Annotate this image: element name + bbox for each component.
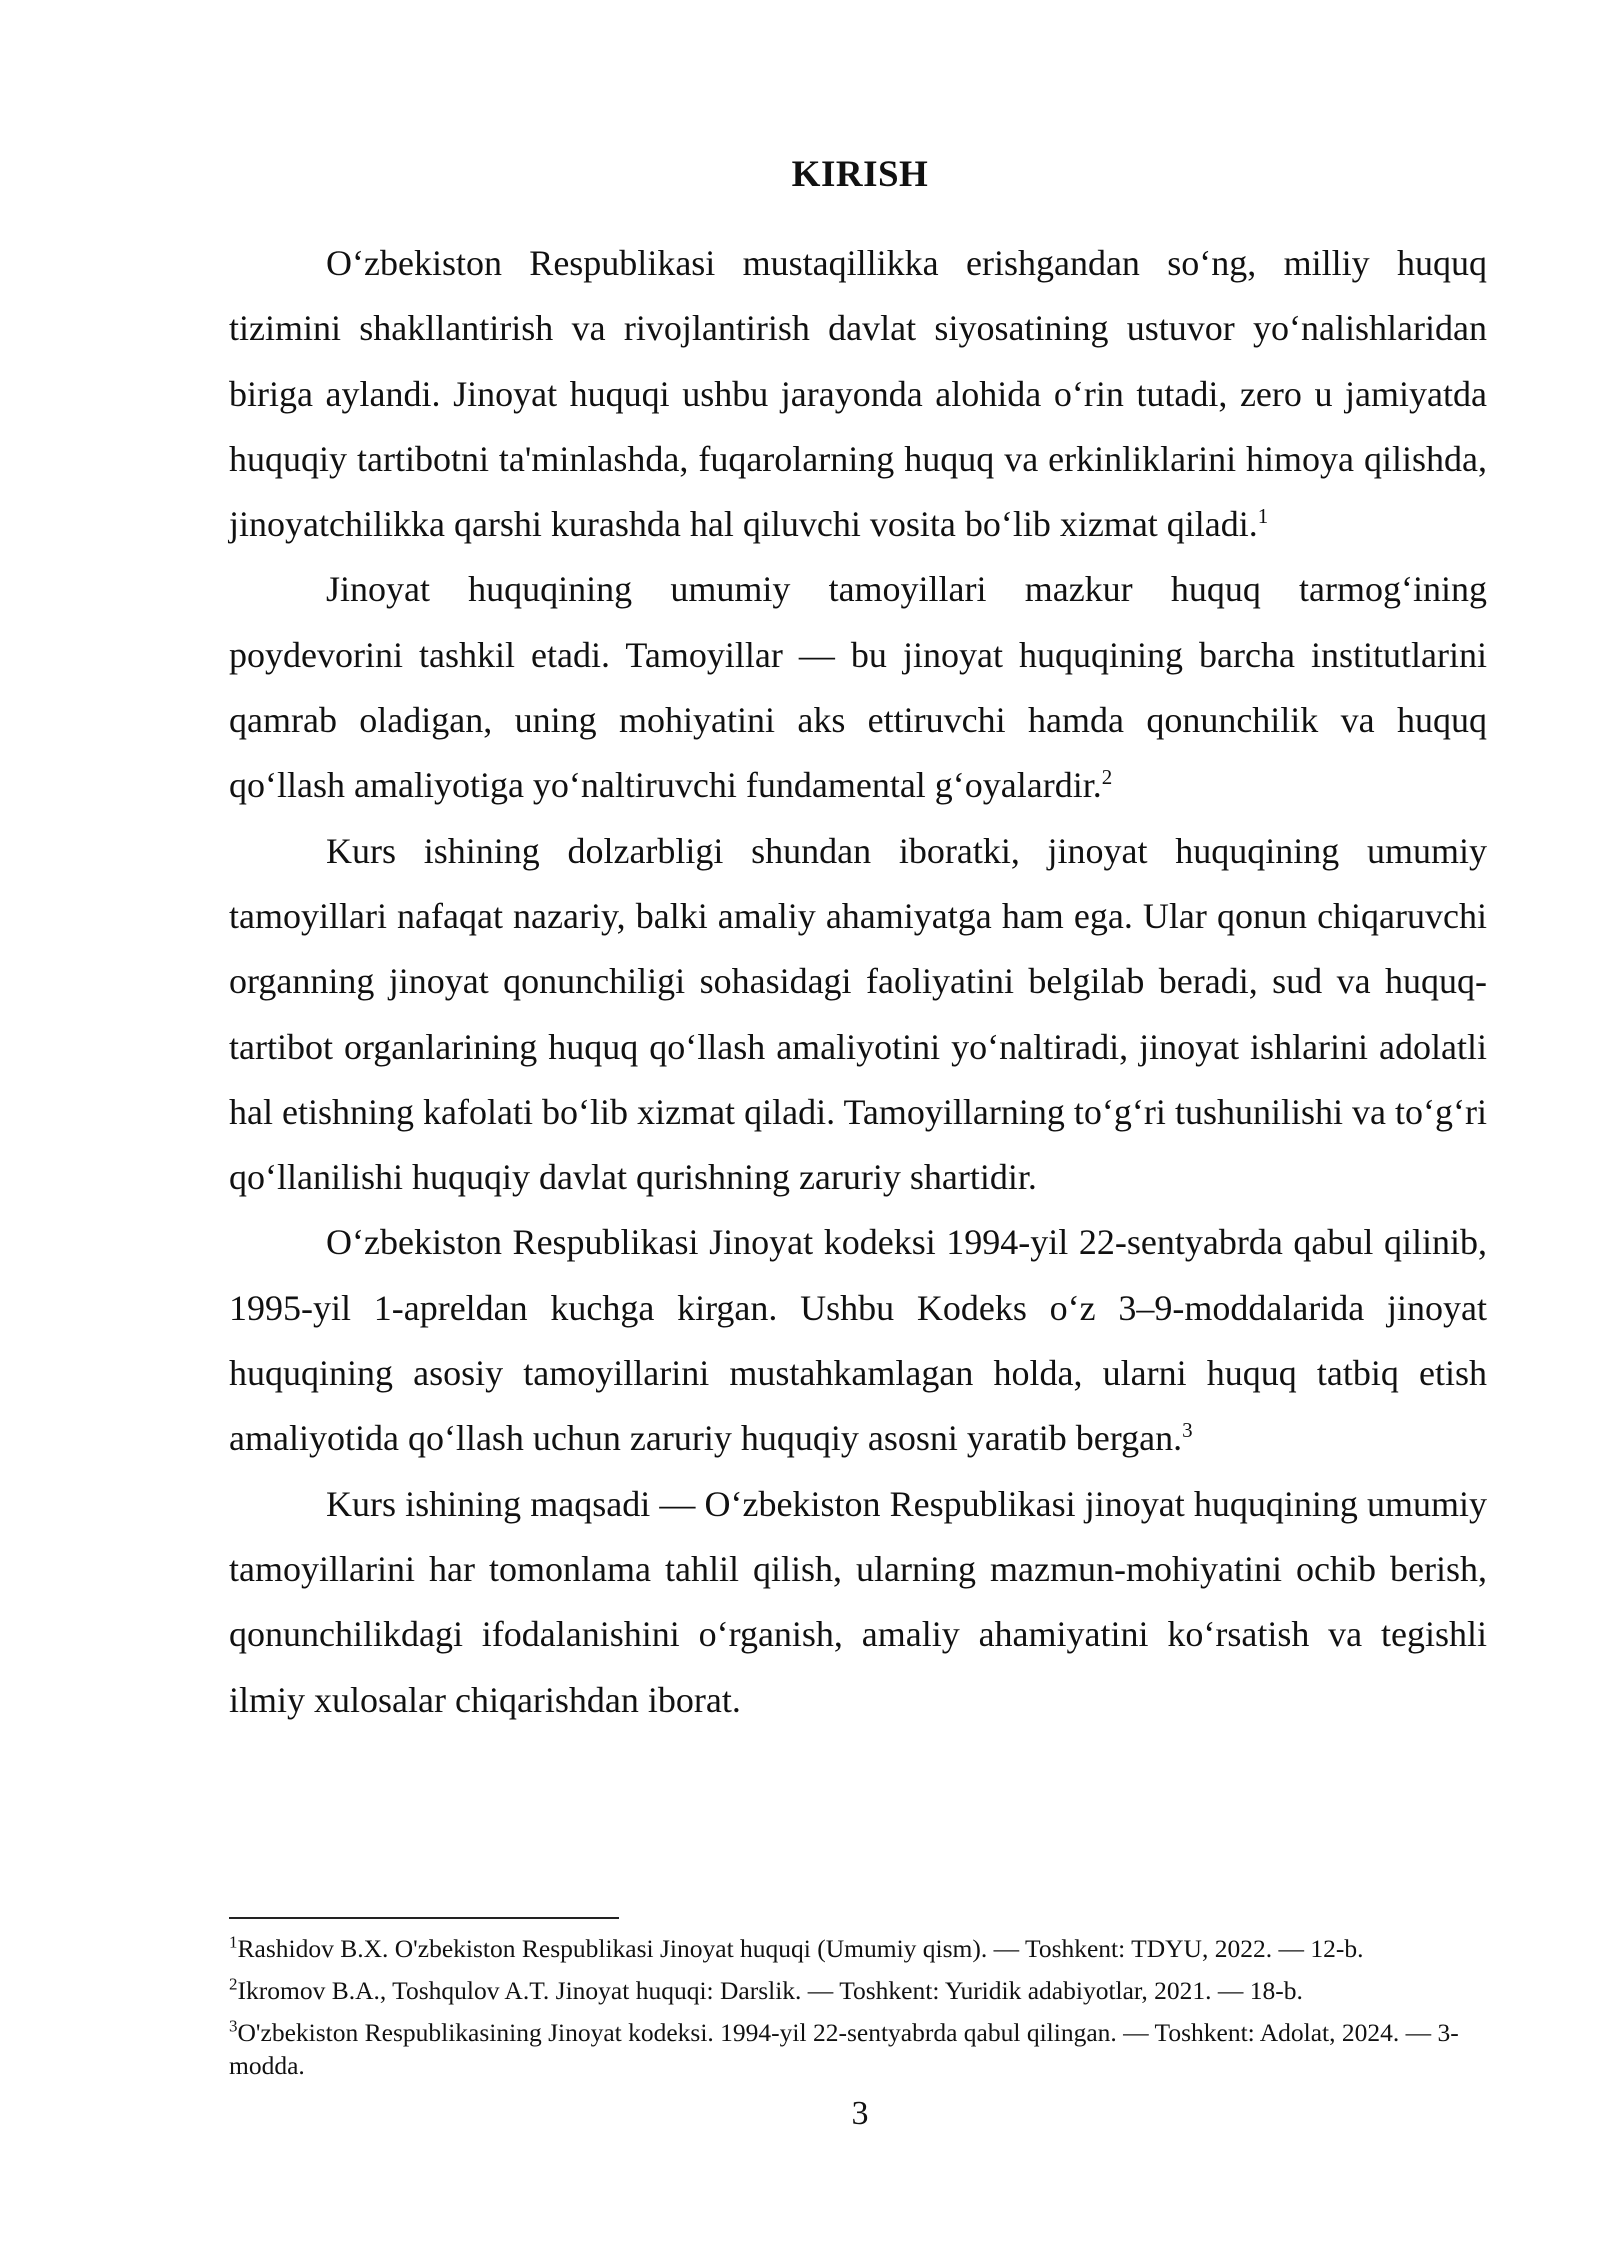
paragraph-text: Kurs ishining maqsadi — O‘zbekiston Respublikasi jinoyat huquqining umumiy tamoyillarini har tomonlama tahlil qilish, ularning mazmun-mohiyatini ochib berish, qonunchilikdagi ifodalanishini o‘rganish, amaliy ahamiyatini ko‘rsatish va tegishli ilmiy xulosalar chiqarishdan iborat. [229, 1483, 1487, 1720]
paragraph-text: O‘zbekiston Respublikasi Jinoyat kodeksi 1994-yil 22-sentyabrda qabul qilinib, 1995-yil 1-apreldan kuchga kirgan. Ushbu Kodeks o‘z 3–9-moddalarida jinoyat huquqining asosiy tamoyillarini mustahkamlagan holda, ularni huquq tatbiq etish amaliyotida qo‘llash uchun zaruriy huquqiy asosni yaratib bergan. [229, 1222, 1487, 1459]
footnote-reference-1[interactable]: 1 [1257, 504, 1269, 529]
footnote-number: 2 [229, 1974, 238, 1994]
paragraph-text: O‘zbekiston Respublikasi mustaqillikka erishgandan so‘ng, milliy huquq tizimini shakllantirish va rivojlantirish davlat siyosatining ustuvor yo‘nalishlaridan biriga aylandi. Jinoyat huquqi ushbu jarayonda alohida o‘rin tutadi, zero u jamiyatda huquqiy tartibotni ta'minlashda, fuqarolarning huquq va erkinliklarini himoya qilishda, jinoyatchilikka qarshi kurashda hal qiluvchi vosita bo‘lib xizmat qiladi. [229, 243, 1487, 545]
footnote-text: Ikromov B.A., Toshqulov A.T. Jinoyat huquqi: Darslik. — Toshkent: Yuridik adabiyotlar, 2021. — 18-b. [237, 1976, 1303, 2005]
page-number: 3 [851, 2095, 869, 2132]
paragraph-1 [229, 231, 1487, 557]
paragraph-5 [229, 1472, 1487, 1733]
footnote-text: O'zbekiston Respublikasining Jinoyat kodeksi. 1994-yil 22-sentyabrda qabul qilingan. — Toshkent: Adolat, 2024. — 3-modda. [229, 2018, 1459, 2080]
footnote-3 [229, 2016, 1489, 2082]
body-text [229, 231, 1487, 1733]
footnote-2 [229, 1974, 1489, 2008]
footnote-separator [229, 1917, 619, 1919]
footnote-reference-3[interactable]: 3 [1182, 1418, 1193, 1443]
paragraph-4 [229, 1210, 1487, 1471]
footnote-number: 1 [229, 1932, 238, 1952]
section-title: KIRISH [791, 154, 929, 195]
paragraph-2 [229, 557, 1487, 818]
paragraph-3 [229, 819, 1487, 1211]
paragraph-text: Kurs ishining dolzarbligi shundan iboratki, jinoyat huquqining umumiy tamoyillari nafaqat nazariy, balki amaliy ahamiyatga ham ega. Ular qonun chiqaruvchi organning jinoyat qonunchiligi sohasidagi faoliyatini belgilab beradi, sud va huquq-tartibot organlarining huquq qo‘llash amaliyotini yo‘naltiradi, jinoyat ishlarini adolatli hal etishning kafolati bo‘lib xizmat qiladi. Tamoyillarning to‘g‘ri tushunilishi va to‘g‘ri qo‘llanilishi huquqiy davlat qurishning zaruriy shartidir. [229, 830, 1487, 1198]
paragraph-text: Jinoyat huquqining umumiy tamoyillari mazkur huquq tarmog‘ining poydevorini tashkil etadi. Tamoyillar — bu jinoyat huquqining barcha institutlarini qamrab oladigan, uning mohiyatini aks ettiruvchi hamda qonunchilik va huquq qo‘llash amaliyotiga yo‘naltiruvchi fundamental g‘oyalardir. [229, 569, 1487, 806]
footnotes [229, 1932, 1489, 2090]
footnote-reference-2[interactable]: 2 [1101, 765, 1113, 790]
footnote-1 [229, 1932, 1489, 1966]
footnote-number: 3 [229, 2016, 238, 2036]
footnote-text: Rashidov B.X. O'zbekiston Respublikasi Jinoyat huquqi (Umumiy qism). — Toshkent: TDYU, 2022. — 12-b. [237, 1934, 1364, 1963]
